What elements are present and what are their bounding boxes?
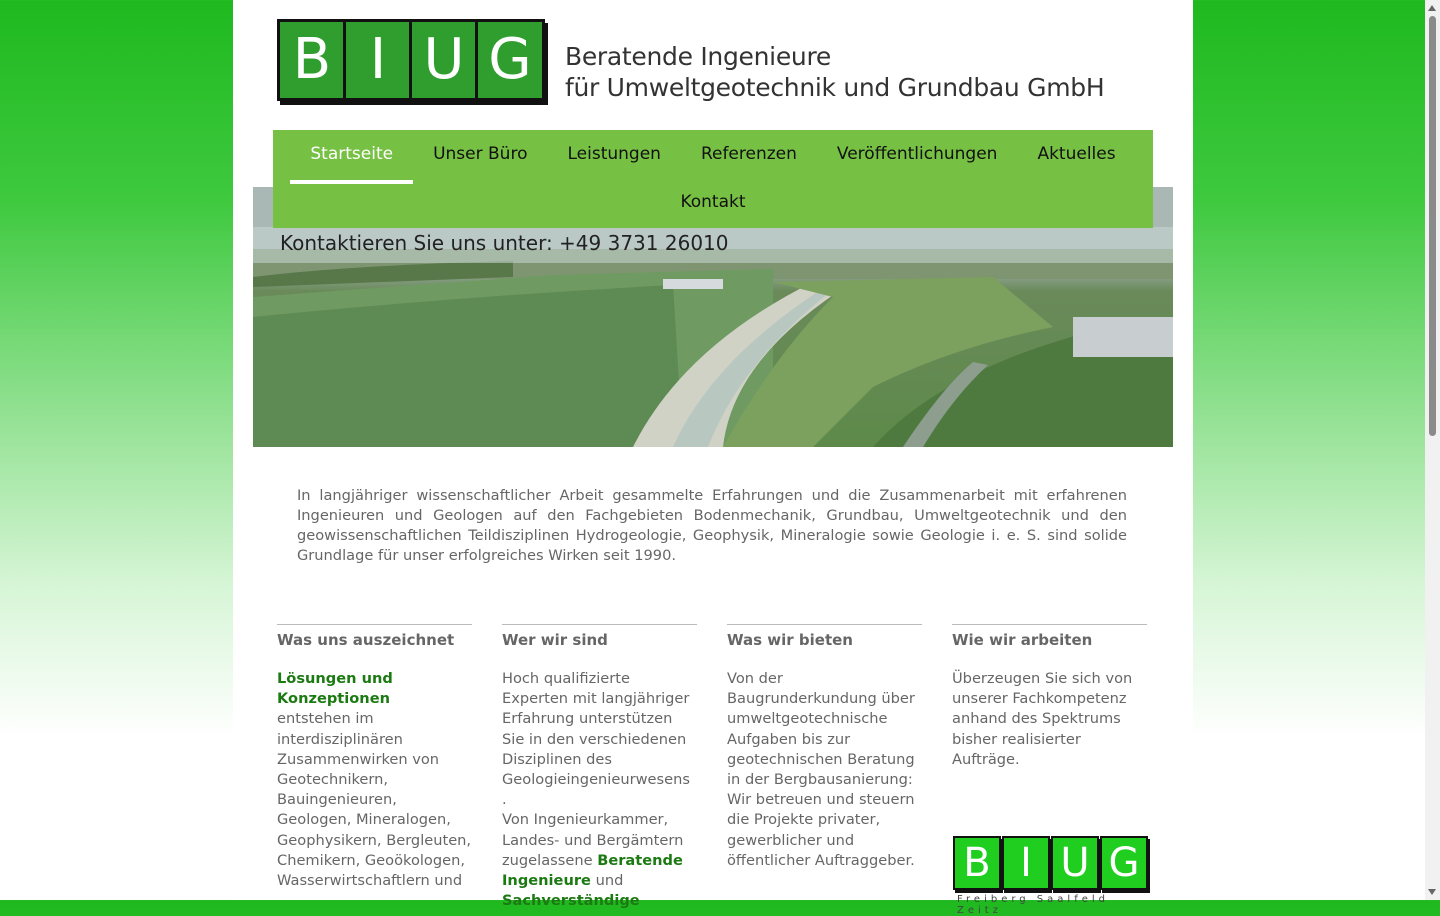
mini-logo-locations: Freiberg Saalfeld Zeitz (957, 894, 1109, 916)
column-body-2: Von Ingenieurkammer, Landes- und Bergämtern zugelassene (502, 811, 684, 869)
contact-phone-text[interactable]: Kontaktieren Sie uns unter: +49 3731 26010 (280, 231, 729, 255)
company-name (565, 41, 1185, 103)
column-body: Überzeugen Sie sich von unserer Fachkompetenz anhand des Spektrums bisher realisierter Aufträge. (952, 670, 1133, 768)
column-title: Wie wir arbeiten (952, 631, 1093, 649)
highlight-link[interactable]: Beratende Ingenieure (502, 851, 683, 890)
nav-list (273, 130, 1153, 226)
logo-letter-i: I (343, 19, 413, 101)
intro-paragraph: In langjähriger wissenschaftlicher Arbeit gesammelte Erfahrungen und die Zusammenarbeit mit erfahrenen Ingenieuren und Geologen auf den Fachgebieten Bodenmechanik, Grundbau, Umweltgeotechnik und den geowissenschaftlichen Teildisziplinen Hydrogeologie, Geophysik, Mineralogie sowie Geologie i. e. S. sind solide Grundlage für unser erfolgreiches Wirken seit 1990. (297, 487, 1127, 564)
logo-letter-boxes (277, 19, 559, 103)
scrollbar-thumb[interactable] (1429, 16, 1436, 436)
highlight-link[interactable]: Sachverständige (502, 892, 640, 910)
highlight-link[interactable]: Lösungen und Konzeptionen (277, 670, 393, 708)
scroll-down-arrow-icon[interactable] (1428, 889, 1436, 895)
mini-logo-letter-u: U (1051, 836, 1099, 890)
column-wie-wir-arbeiten (952, 624, 1147, 770)
nav-item-aktuelles[interactable]: Aktuelles (1037, 144, 1116, 164)
nav-item-referenzen[interactable]: Referenzen (700, 144, 797, 164)
company-name-line2: für Umweltgeotechnik und Grundbau GmbH (565, 73, 1105, 102)
nav-item-unser-buero[interactable]: Unser Büro (433, 144, 528, 164)
company-name-line1: Beratende Ingenieure (565, 42, 831, 71)
column-title: Was uns auszeichnet (277, 631, 455, 649)
column-was-uns-auszeichnet (277, 624, 472, 891)
column-title: Was wir bieten (727, 631, 853, 649)
mini-logo-letter-b: B (953, 836, 1001, 890)
nav-item-startseite[interactable]: Startseite (290, 130, 413, 178)
column-body-3: und (595, 872, 624, 890)
nav-item-kontakt[interactable]: Kontakt (680, 192, 746, 212)
logo-letter-u: U (409, 19, 479, 101)
column-wer-wir-sind (502, 624, 697, 911)
column-was-wir-bieten (727, 624, 922, 871)
column-text (277, 669, 472, 891)
column-text (502, 669, 697, 911)
mini-logo-letter-g: G (1100, 836, 1148, 890)
nav-item-veroeffentlichungen[interactable]: Veröffentlichungen (836, 144, 998, 164)
logo-letter-b: B (277, 19, 347, 101)
mini-logo-letter-i: I (1002, 836, 1050, 890)
column-title: Wer wir sind (502, 631, 608, 649)
nav-item-leistungen[interactable]: Leistungen (567, 144, 661, 164)
contact-banner (253, 227, 1173, 263)
logo-letter-g: G (475, 19, 545, 101)
column-body: Von der Baugrunderkundung über umweltgeotechnische Aufgaben bis zur geotechnischen Beratung in der Bergbausanierung: Wir betreuen und steuern die Projekte privater, gewerblicher und öffentlicher Auftraggeber. (727, 670, 915, 869)
scroll-up-arrow-icon[interactable] (1428, 5, 1436, 11)
main-navigation (273, 130, 1153, 228)
page-container (233, 0, 1193, 916)
footer-mini-logo[interactable] (953, 836, 1149, 916)
page-scrollbar[interactable] (1425, 0, 1440, 900)
column-body: entstehen im interdisziplinären Zusammenwirken von Geotechnikern, Bauingenieuren, Geologen, Mineralogen, Geophysikern, Bergleuten, Chemikern, Geoökologen, Wasserwirtschaftlern und (277, 710, 472, 890)
column-body: Hoch qualifizierte Experten mit langjähriger Erfahrung unterstützen Sie in den verschiedenen Disziplinen des Geologieingenieurwesens . (502, 670, 690, 809)
